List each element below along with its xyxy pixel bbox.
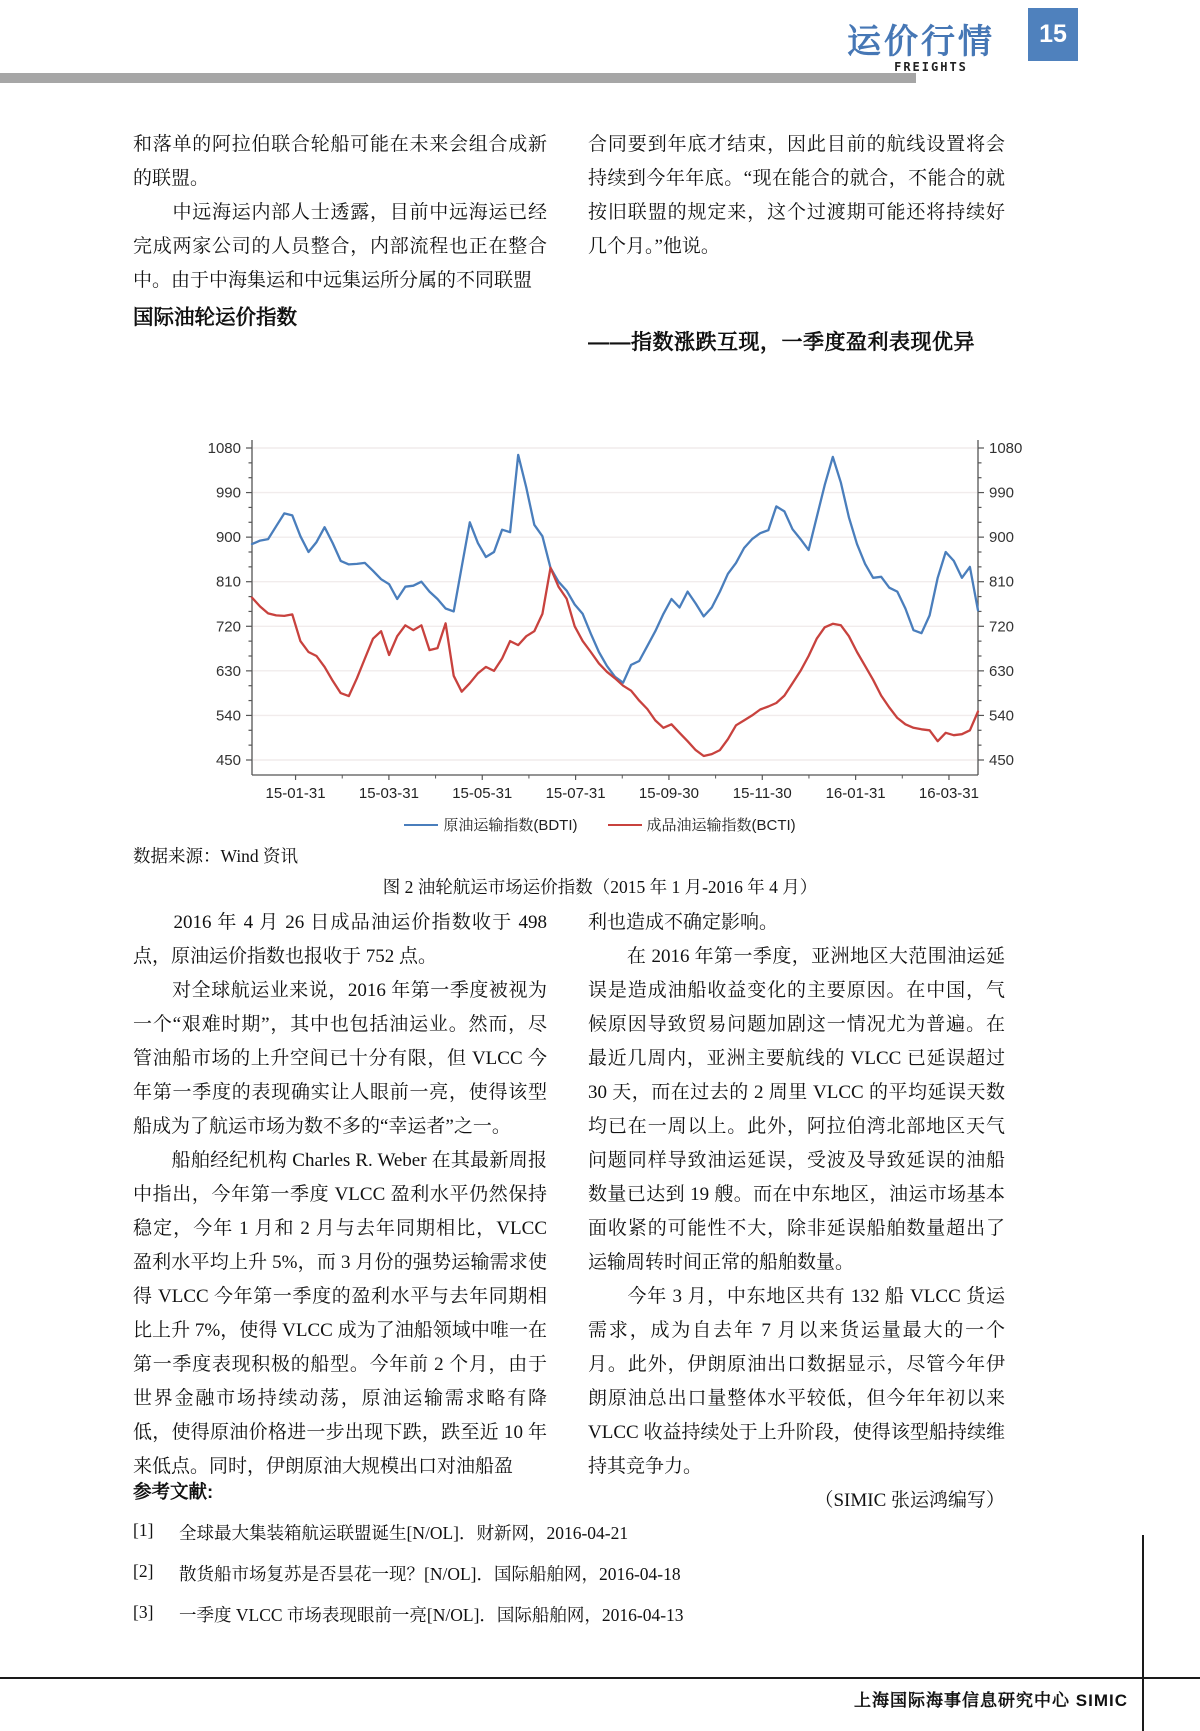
- figure-caption: 图 2 油轮航运市场运价指数（2015 年 1 月-2016 年 4 月）: [382, 877, 818, 897]
- svg-text:990: 990: [215, 484, 241, 502]
- paragraph: 中远海运内部人士透露，目前中远海运已经完成两家公司的人员整合，内部流程也正在整合中。由于中海集运和中远集运所分属的不同联盟: [133, 202, 547, 291]
- page-number-badge: 15: [1028, 8, 1078, 61]
- reference-item: [133, 1602, 1053, 1627]
- section-heading: 国际油轮运价指数: [133, 306, 297, 329]
- svg-text:630: 630: [989, 662, 1015, 680]
- svg-text:720: 720: [989, 618, 1015, 636]
- svg-text:900: 900: [989, 529, 1015, 547]
- svg-text:990: 990: [989, 484, 1015, 502]
- section-subtitle: ——指数涨跌互现，一季度盈利表现优异: [588, 331, 975, 354]
- paragraph: 在 2016 年第一季度，亚洲地区大范围油运延误是造成油船收益变化的主要原因。在中国，气候原因导致贸易问题加剧这一情况尤为普遍。在最近几周内，亚洲主要航线的 VLCC 已延误超过 30 天，而在过去的 2 周里 VLCC 的平均延误天数均已在一周以上。此外，阿拉伯湾北部地区天气问题同样导致油运延误，受波及导致延误的油船数量已达到 19 艘。而在中东地区，油运市场基本面收紧的可能性不大，除非延误船舶数量超出了运输周转时间正常的船舶数量。: [588, 946, 1005, 1273]
- legend-line-swatch: [608, 824, 642, 826]
- svg-text:540: 540: [989, 707, 1015, 725]
- column-left-bottom: [133, 906, 547, 1484]
- reference-label: [1]: [133, 1520, 154, 1540]
- svg-text:630: 630: [215, 662, 241, 680]
- svg-text:540: 540: [215, 707, 241, 725]
- svg-text:15-09-30: 15-09-30: [638, 785, 699, 802]
- reference-item: [133, 1561, 1053, 1586]
- references-section: [133, 1478, 1053, 1627]
- column-left-top: [133, 128, 547, 335]
- chart-legend: [160, 814, 1040, 835]
- footer-vertical-rule: [1142, 1535, 1144, 1731]
- reference-text: 一季度 VLCC 市场表现眼前一亮[N/OL]．国际船舶网，2016-04-13: [179, 1605, 684, 1625]
- paragraph: 和落单的阿拉伯联合轮船可能在未来会组合成新的联盟。: [133, 134, 547, 189]
- paragraph: 2016 年 4 月 26 日成品油运价指数收于 498 点，原油运价指数也报收于 752 点。: [133, 912, 547, 967]
- footer-org-name: 上海国际海事信息研究中心 SIMIC: [854, 1691, 1128, 1710]
- svg-text:900: 900: [215, 529, 241, 547]
- column-right-top: [588, 128, 1005, 264]
- svg-text:16-03-31: 16-03-31: [918, 785, 979, 802]
- reference-text: 散货船市场复苏是否昙花一现？[N/OL]．国际船舶网，2016-04-18: [179, 1564, 681, 1584]
- data-source-note: 数据来源：Wind 资讯: [133, 846, 299, 866]
- paragraph: 合同要到年底才结束，因此目前的航线设置将会持续到今年年底。“现在能合的就合，不能合的就按旧联盟的规定来，这个过渡期可能还将持续好几个月。”他说。: [588, 134, 1005, 257]
- page-title: 运价行情: [847, 23, 995, 61]
- svg-text:15-11-30: 15-11-30: [732, 785, 792, 802]
- reference-label: [2]: [133, 1561, 154, 1581]
- legend-item: [404, 814, 577, 835]
- svg-text:1080: 1080: [989, 440, 1023, 457]
- reference-label: [3]: [133, 1602, 154, 1622]
- references-heading: 参考文献:: [133, 1481, 214, 1502]
- legend-item: [608, 814, 796, 835]
- svg-text:810: 810: [215, 573, 241, 591]
- paragraph: 利也造成不确定影响。: [588, 912, 779, 933]
- svg-text:15-05-31: 15-05-31: [452, 785, 513, 802]
- svg-text:15-07-31: 15-07-31: [545, 785, 606, 802]
- svg-text:16-01-31: 16-01-31: [825, 785, 886, 802]
- svg-text:450: 450: [989, 752, 1015, 769]
- svg-text:1080: 1080: [207, 440, 241, 457]
- header-rule: [0, 73, 916, 83]
- footer-rule: [0, 1677, 1200, 1679]
- reference-text: 全球最大集装箱航运联盟诞生[N/OL]．财新网，2016-04-21: [179, 1523, 629, 1543]
- legend-line-swatch: [404, 824, 438, 826]
- svg-text:15-01-31: 15-01-31: [265, 785, 326, 802]
- svg-text:810: 810: [989, 573, 1015, 591]
- svg-text:15-03-31: 15-03-31: [358, 785, 419, 802]
- svg-text:450: 450: [215, 752, 241, 769]
- legend-label: 原油运输指数(BDTI): [443, 817, 578, 834]
- reference-item: [133, 1520, 1053, 1545]
- svg-text:720: 720: [215, 618, 241, 636]
- column-right-bottom: [588, 906, 1005, 1518]
- paragraph: 对全球航运业来说，2016 年第一季度被视为一个“艰难时期”，其中也包括油运业。然而，尽管油船市场的上升空间已十分有限，但 VLCC 今年第一季度的表现确实让人眼前一亮，使得该型船成为了航运市场为数不多的“幸运者”之一。: [133, 980, 547, 1137]
- page-subtitle: FREIGHTS: [894, 60, 968, 74]
- line-chart-canvas: [160, 398, 1040, 810]
- paragraph: 船舶经纪机构 Charles R. Weber 在其最新周报中指出，今年第一季度 VLCC 盈利水平仍然保持稳定，今年 1 月和 2 月与去年同期相比，VLCC 盈利水平均上升 5%，而 3 月份的强势运输需求使得 VLCC 今年第一季度的盈利水平与去年同期相比上升 7%，使得 VLCC 成为了油船领域中唯一在第一季度表现积极的船型。今年前 2 个月，由于世界金融市场持续动荡，原油运输需求略有降低，使得原油价格进一步出现下跌，跌至近 10 年来低点。同时，伊朗原油大规模出口对油船盈: [133, 1150, 547, 1477]
- legend-label: 成品油运输指数(BCTI): [646, 817, 796, 834]
- paragraph: 今年 3 月，中东地区共有 132 船 VLCC 货运需求，成为自去年 7 月以来货运量最大的一个月。此外，伊朗原油出口数据显示，尽管今年伊朗原油总出口量整体水平较低，但今年年初以来 VLCC 收益持续处于上升阶段，使得该型船持续维持其竞争力。: [588, 1286, 1005, 1477]
- byline: （SIMIC 张运鸿编写）: [814, 1490, 1005, 1511]
- freight-index-chart: [160, 398, 1040, 854]
